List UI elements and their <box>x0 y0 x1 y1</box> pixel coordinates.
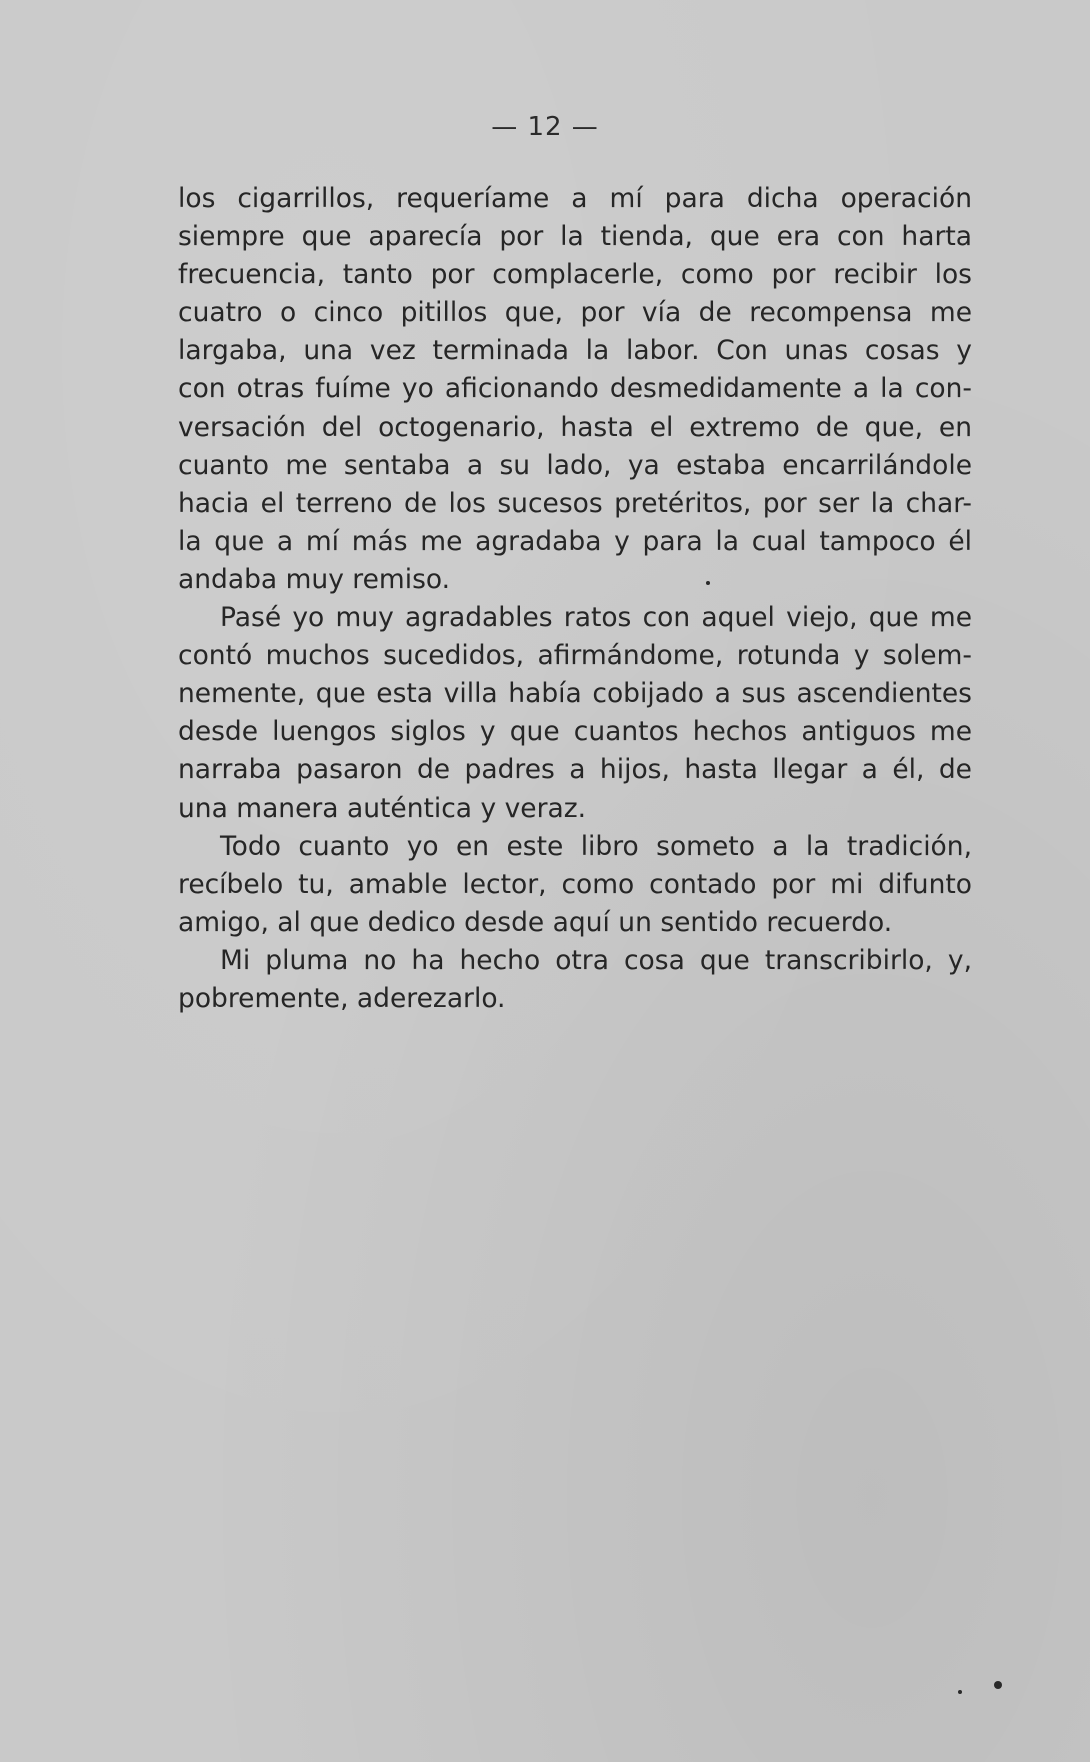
text-line: siempre que aparecía por la tienda, que era con harta <box>178 221 972 253</box>
text-line: contó muchos sucedidos, afirmándome, rotunda y solem- <box>178 640 972 672</box>
body-text <box>178 180 972 1018</box>
text-line: nemente, que esta villa había cobijado a sus ascendientes <box>178 678 972 710</box>
ink-speck <box>706 581 710 585</box>
text-line: la que a mí más me agradaba y para la cual tampoco él <box>178 525 972 557</box>
paragraph <box>178 942 972 1018</box>
text-line: con otras fuíme yo aficionando desmedidamente a la con- <box>178 373 972 405</box>
text-line: Todo cuanto yo en este libro someto a la tradición, <box>220 830 972 862</box>
text-line: versación del octogenario, hasta el extremo de que, en <box>178 411 972 443</box>
text-line: Pasé yo muy agradables ratos con aquel viejo, que me <box>220 602 972 634</box>
ink-speck <box>958 1690 962 1694</box>
paragraph <box>178 599 972 828</box>
text-line: los cigarrillos, requeríame a mí para dicha operación <box>178 183 972 214</box>
page-number: — 12 — <box>491 112 599 142</box>
text-line: desde luengos siglos y que cuantos hechos antiguos me <box>178 716 972 748</box>
text-line: una manera auténtica y veraz. <box>178 792 587 824</box>
text-line: pobremente, aderezarlo. <box>178 982 506 1014</box>
ink-speck <box>994 1681 1002 1689</box>
text-line: frecuencia, tanto por complacerle, como por recibir los <box>178 259 972 291</box>
text-line: recíbelo tu, amable lector, como contado por mi difunto <box>178 868 972 900</box>
text-line: cuanto me sentaba a su lado, ya estaba encarrilándole <box>178 449 972 481</box>
text-line: andaba muy remiso. <box>178 563 451 595</box>
text-line: hacia el terreno de los sucesos pretéritos, por ser la char- <box>178 487 972 519</box>
text-line: largaba, una vez terminada la labor. Con unas cosas y <box>178 335 972 367</box>
text-line: amigo, al que dedico desde aquí un sentido recuerdo. <box>178 906 893 938</box>
text-line: narraba pasaron de padres a hijos, hasta llegar a él, de <box>178 754 972 786</box>
paragraph <box>178 180 972 599</box>
paragraph <box>178 828 972 942</box>
text-line: Mi pluma no ha hecho otra cosa que transcribirlo, y, <box>220 944 972 976</box>
text-line: cuatro o cinco pitillos que, por vía de recompensa me <box>178 297 972 329</box>
